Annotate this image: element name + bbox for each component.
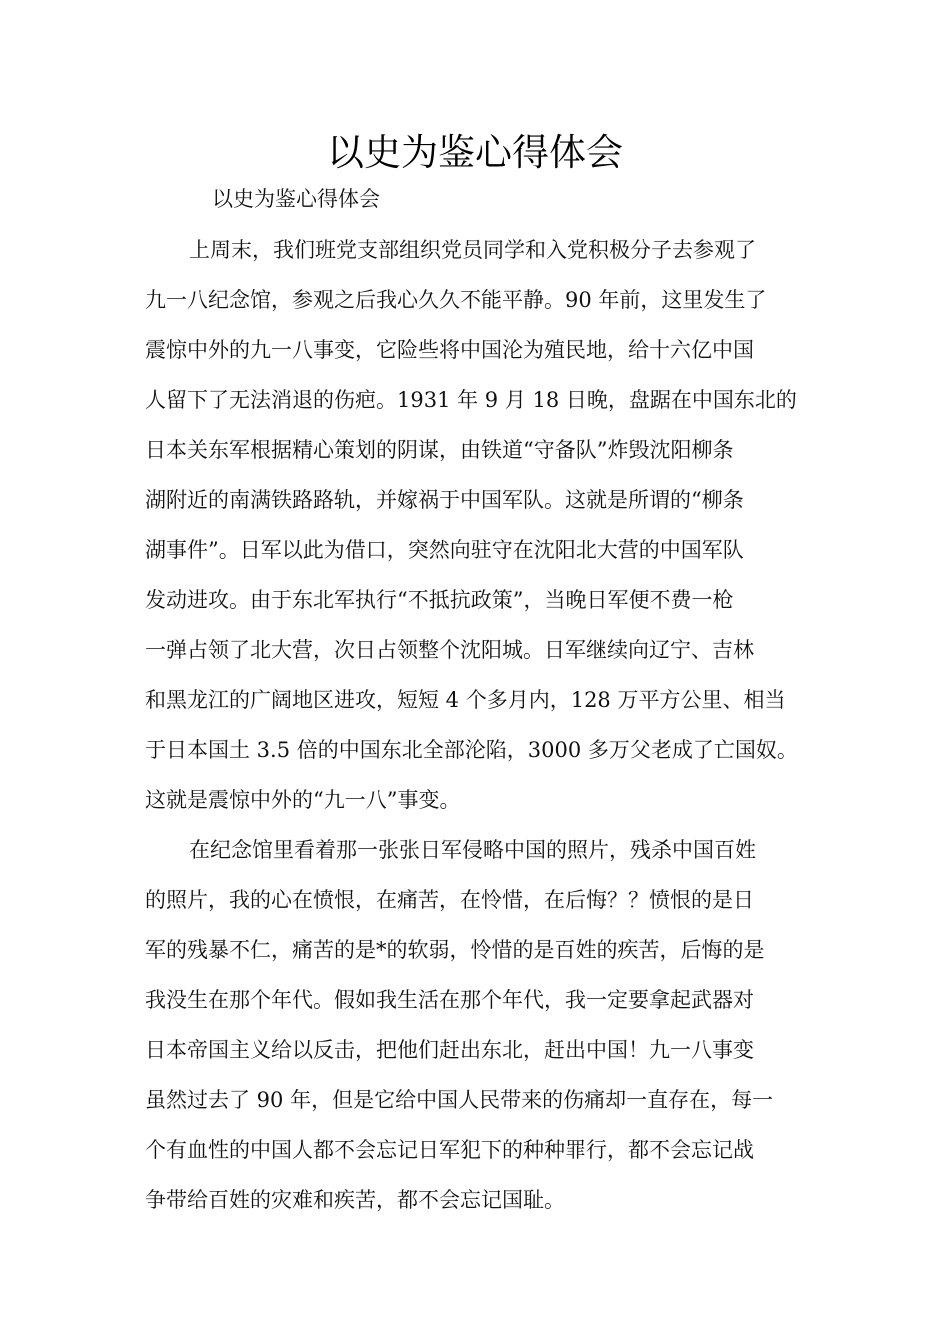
text-line: 湖事件”。日军以此为借口，突然向驻守在沈阳北大营的中国军队 [145, 538, 744, 562]
document-title: 以史为鉴心得体会 [327, 131, 623, 174]
text-line: 发动进攻。由于东北军执行“不抵抗政策”，当晚日军便不费一枪 [145, 588, 734, 612]
text-line: 个有血性的中国人都不会忘记日军犯下的种种罪行，都不会忘记战 [145, 1138, 754, 1162]
text-line: 虽然过去了 90 年，但是它给中国人民带来的伤痛却一直存在，每一 [145, 1088, 774, 1112]
text-line: 的照片，我的心在愤恨，在痛苦，在怜惜，在后悔？？愤恨的是日 [145, 888, 754, 912]
text-line: 日本帝国主义给以反击，把他们赶出东北，赶出中国！九一八事变 [145, 1038, 754, 1062]
text-line: 于日本国土 3.5 倍的中国东北全部沦陷，3000 多万父老成了亡国奴。 [145, 738, 798, 762]
text-line: 和黑龙江的广阔地区进攻，短短 4 个多月内，128 万平方公里、相当 [145, 688, 786, 712]
paragraph-1 [145, 225, 845, 825]
paragraph-2 [145, 825, 845, 1225]
text-line: 人留下了无法消退的伤疤。1931 年 9 月 18 日晚，盘踞在中国东北的 [145, 388, 797, 412]
text-line: 争带给百姓的灾难和疾苦，都不会忘记国耻。 [145, 1188, 565, 1212]
text-line: 日本关东军根据精心策划的阴谋，由铁道“守备队”炸毁沈阳柳条 [145, 438, 734, 462]
text-line: 震惊中外的九一八事变，它险些将中国沦为殖民地，给十六亿中国 [145, 338, 754, 362]
text-line: 上周末，我们班党支部组织党员同学和入党积极分子去参观了 [189, 238, 756, 262]
text-line: 湖附近的南满铁路路轨，并嫁祸于中国军队。这就是所谓的“柳条 [145, 488, 744, 512]
document-subtitle: 以史为鉴心得体会 [212, 187, 380, 211]
text-line: 我没生在那个年代。假如我生活在那个年代，我一定要拿起武器对 [145, 988, 754, 1012]
text-line: 九一八纪念馆，参观之后我心久久不能平静。90 年前，这里发生了 [145, 288, 767, 312]
text-line: 一弹占领了北大营，次日占领整个沈阳城。日军继续向辽宁、吉林 [145, 638, 754, 662]
text-line: 在纪念馆里看着那一张张日军侵略中国的照片，残杀中国百姓 [189, 838, 756, 862]
text-line: 这就是震惊中外的“九一八”事变。 [145, 788, 461, 812]
text-line: 军的残暴不仁，痛苦的是*的软弱，怜惜的是百姓的疾苦，后悔的是 [145, 938, 765, 962]
